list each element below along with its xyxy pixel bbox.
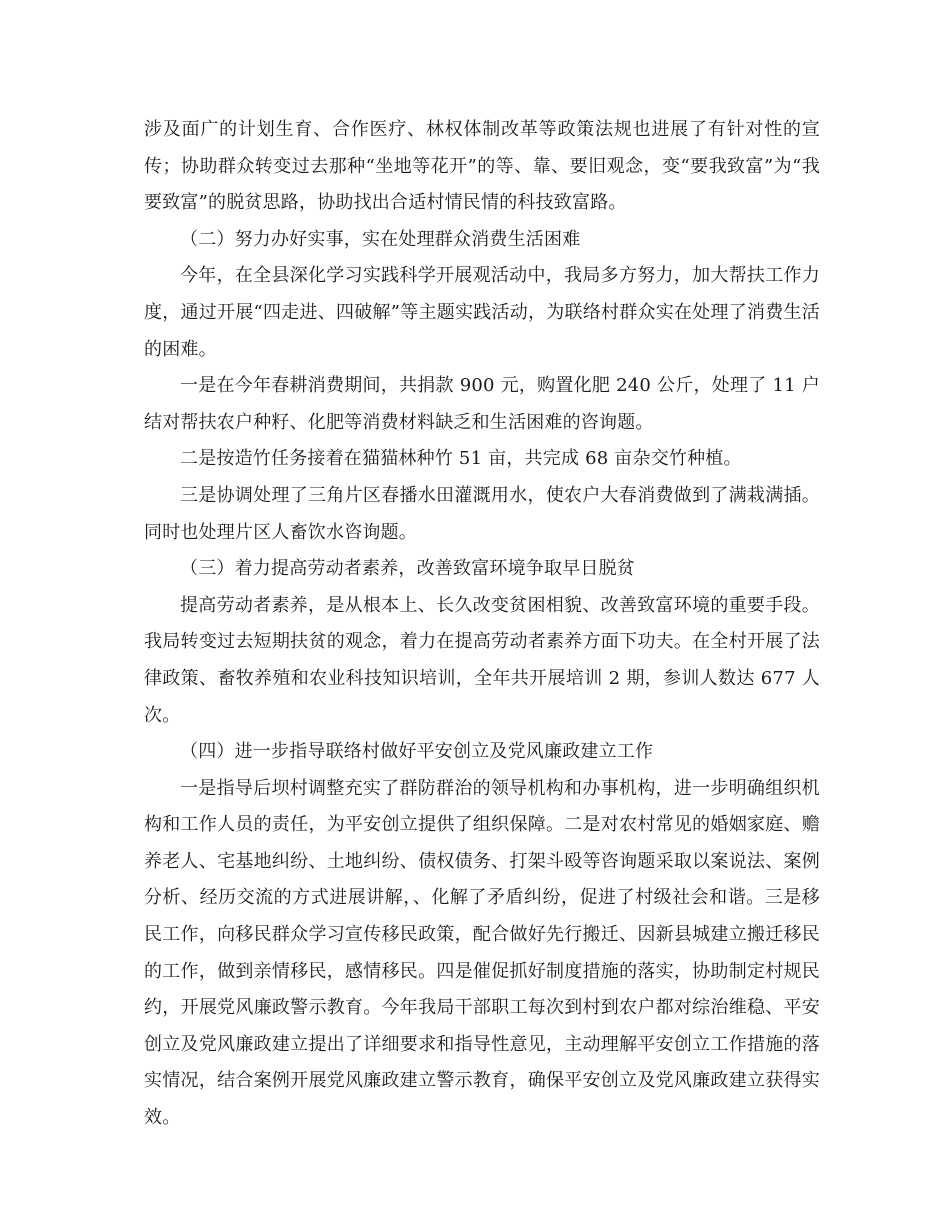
paragraph: 今年，在全县深化学习实践科学开展观活动中，我局多方努力，加大帮扶工作力度，通过开展“四走进、四破解”等主题实践活动，为联络村群众实在处理了消费生活的困难。 [144,265,820,360]
section-heading-4: （四）进一步指导联络村做好平安创立及党风廉政建立工作 [180,741,654,763]
section-heading-3: （三）着力提高劳动者素养，改善致富环境争取早日脱贫 [180,558,635,580]
paragraph: 提高劳动者素养，是从根本上、长久改变贫困相貌、改善致富环境的重要手段。我局转变过去短期扶贫的观念，着力在提高劳动者素养方面下功夫。在全村开展了法律政策、畜牧养殖和农业科技知识培训，全年共开展培训 2 期，参训人数达 677 人次。 [144,594,820,726]
section-heading-2: （二）努力办好实事，实在处理群众消费生活困难 [180,228,581,250]
paragraph: 一是指导后坝村调整充实了群防群治的领导机构和办事机构，进一步明确组织机构和工作人员的责任，为平安创立提供了组织保障。二是对农村常见的婚姻家庭、赡养老人、宅基地纠纷、土地纠纷、债权债务、打架斗殴等咨询题采取以案说法、案例分析、经历交流的方式进展讲解，、化解了矛盾纠纷，促进了村级社会和谐。三是移民工作，向移民群众学习宣传移民政策，配合做好先行搬迁、因新县城建立搬迁移民的工作，做到亲情移民，感情移民。四是催促抓好制度措施的落实，协助制定村规民约，开展党风廉政警示教育。今年我局干部职工每次到村到农户都对综治维稳、平安创立及党风廉政建立提出了详细要求和指导性意见，主动理解平安创立工作措施的落实情况，结合案例开展党风廉政建立警示教育，确保平安创立及党风廉政建立获得实效。 [144,777,820,1129]
paragraph: 二是按造竹任务接着在猫猫林种竹 51 亩，共完成 68 亩杂交竹种植。 [180,448,742,470]
document-page [144,112,820,1137]
paragraph: 三是协调处理了三角片区春播水田灌溉用水，使农户大春消费做到了满栽满插。同时也处理片区人畜饮水咨询题。 [144,484,820,543]
paragraph-continuation: 涉及面广的计划生育、合作医疗、林权体制改革等政策法规也进展了有针对性的宣传；协助群众转变过去那种“坐地等花开”的等、靠、要旧观念，变“要我致富”为“我要致富”的脱贫思路，协助找出合适村情民情的科技致富路。 [144,119,820,214]
paragraph: 一是在今年春耕消费期间，共捐款 900 元，购置化肥 240 公斤，处理了 11 户结对帮扶农户种籽、化肥等消费材料缺乏和生活困难的咨询题。 [144,375,820,433]
